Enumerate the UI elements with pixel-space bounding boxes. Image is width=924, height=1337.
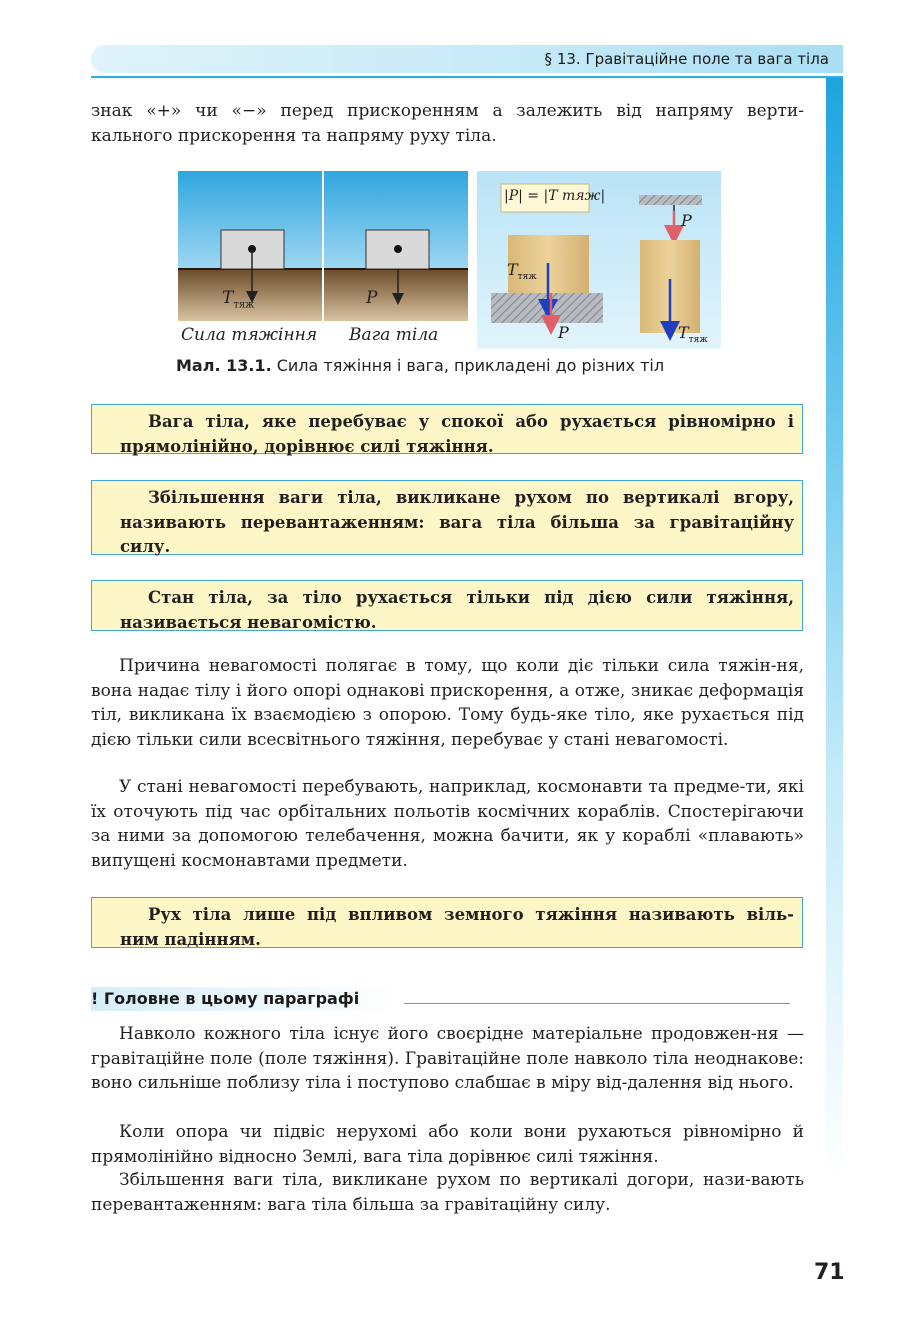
summary-rule: [404, 1003, 790, 1004]
side-color-strip: [826, 78, 843, 1238]
definition-box-4: [91, 897, 803, 948]
figure-illustration: [178, 171, 721, 349]
figure-t-label-4: $T_{тяж}$: [678, 323, 708, 346]
figure-t-label-3: $T_{тяж}$: [507, 260, 537, 283]
definition-box-2: [91, 480, 803, 555]
summary-heading: [91, 987, 401, 1011]
def4-line-1: Рух тіла лише під впливом земного тяжіння називають віль-: [148, 905, 794, 924]
caption-text: Сила тяжіння і вага, прикладені до різних тіл: [276, 356, 665, 375]
summary-paragraph-1: [91, 1022, 804, 1096]
def1-line-1: Вага тіла, яке перебуває у спокої або рухається рівномірно і: [148, 412, 794, 431]
figure-equation: |P| = |T тяж|: [504, 188, 606, 204]
body-p1-text: Причина невагомості полягає в тому, що коли діє тільки сила тяжін-ня, вона надає тілу і його опорі однакові прискорення, а отже, зникає деформація тіл, викликана їх взаємодією з опорою. Тому будь-яке тіло, яке рухається під дією тільки сили всесвітнього тяжіння, перебуває у стані невагомості.: [91, 656, 804, 750]
figure-p-label-3: P: [558, 323, 569, 342]
def3-line-1: Стан тіла, за тіло рухається тільки під дією сили тяжіння,: [148, 588, 794, 607]
figure-label-gravity: Сила тяжіння: [181, 325, 318, 345]
summary-p3-text: Збільшення ваги тіла, викликане рухом по вертикалі догори, нази-вають перевантаженням: вага тіла більша за гравітаційну силу.: [91, 1170, 804, 1215]
figure-13-1: [178, 171, 721, 349]
def4-line-2: ним падінням.: [120, 929, 261, 949]
body-paragraph-1: [91, 654, 804, 752]
header-rule: [91, 76, 843, 78]
def1-line-2: прямолінійно, дорівнює силі тяжіння.: [120, 436, 494, 456]
definition-box-3: [91, 580, 803, 631]
intro-paragraph: [91, 99, 804, 148]
def3-line-2: називається невагомістю.: [120, 612, 377, 632]
def2-line-3: силу.: [120, 537, 171, 556]
summary-p2-text: Коли опора чи підвіс нерухомі або коли вони рухаються рівномірно й прямолінійно відносно Землі, вага тіла дорівнює силі тяжіння.: [91, 1122, 804, 1167]
summary-heading-text: ! Головне в цьому параграфі: [91, 989, 360, 1008]
def2-line-2: називають перевантаженням: вага тіла більша за гравітаційну: [120, 512, 794, 532]
definition-box-1: [91, 404, 803, 454]
body-paragraph-2: [91, 775, 804, 873]
summary-p1-text: Навколо кожного тіла існує його своєрідне матеріальне продовжен-ня — гравітаційне поле (поле тяжіння). Гравітаційне поле навколо тіла неоднакове: воно сильніше поблизу тіла і поступово слабшає в міру від-далення від нього.: [91, 1024, 804, 1093]
page-number: 71: [814, 1260, 845, 1285]
intro-line-2: кального прискорення та напряму руху тіла.: [91, 125, 497, 146]
header-title: § 13. Гравітаційне поле та вага тіла: [544, 50, 829, 68]
figure-t-label-1: $T_{тяж}$: [222, 288, 255, 311]
summary-paragraph-3: [91, 1168, 804, 1217]
figure-p-label-4: P: [681, 211, 692, 230]
summary-paragraph-2: [91, 1120, 804, 1169]
body-p2-text: У стані невагомості перебувають, наприклад, космонавти та предме-ти, які їх оточують під час орбітальних польотів космічних кораблів. Спостерігаючи за ними за допомогою телебачення, можна бачити, як у кораблі «плавають» випущені космонавтами предмети.: [91, 777, 804, 871]
caption-number: Мал. 13.1.: [176, 356, 272, 375]
figure-p-label-1: P: [366, 288, 378, 308]
intro-line-1: знак «+» чи «−» перед прискоренням a залежить від напряму верти-: [91, 101, 804, 121]
figure-label-weight: Вага тіла: [349, 325, 439, 345]
running-header: [91, 45, 843, 73]
figure-caption: [176, 356, 664, 375]
def2-line-1: Збільшення ваги тіла, викликане рухом по вертикалі вгору,: [148, 488, 794, 507]
